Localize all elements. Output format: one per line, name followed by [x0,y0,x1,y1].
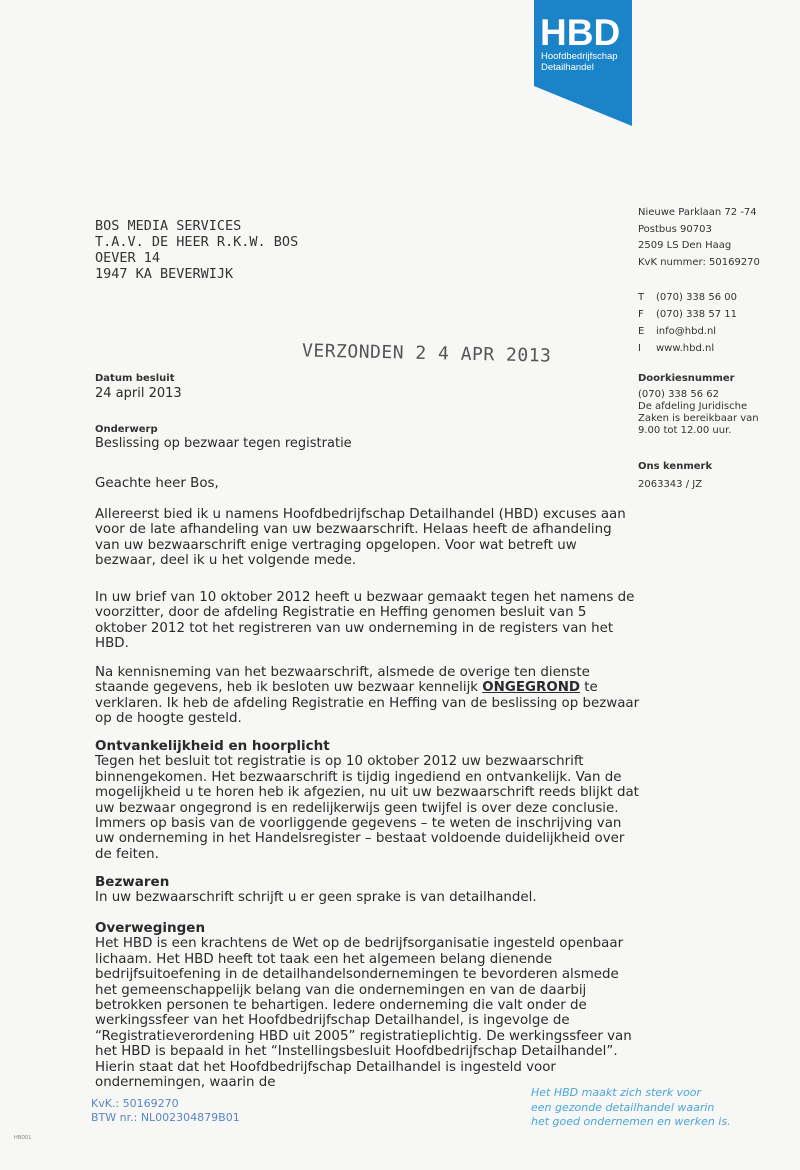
footer-kvk: KvK.: 50169270 [91,1097,179,1110]
slogan-line: Het HBD maakt zich sterk voor [531,1086,702,1099]
section-heading: Overwegingen [95,920,206,936]
recipient-line: 1947 KA BEVERWIJK [95,266,234,282]
date-label: Datum besluit [95,373,175,384]
reference-value: 2063343 / JZ [638,479,703,490]
footer-slogan [531,1086,731,1130]
paragraph-text: Het HBD is een krachtens de Wet op de bedrijfsorganisatie ingesteld openbaar lichaam. Het HBD heeft tot taak een het algemeen belang dienende bedrijfsuitoefening in de detailhandelsondernemingen te bevorderen alsmede het gemeenschappelijk belang van die ondernemingen en van de daarbij betrokken personen te behartigen. Iedere onderneming die valt onder de werkingssfeer van het Hoofdbedrijfschap Detailhandel, is ingevolge de “Registratieverordening HBD uit 2005” registratieplichtig. De werkingssfeer van het HBD is bepaald in het “Instellingsbesluit Hoofdbedrijfschap Detailhandel”. Hierin staat dat het Hoofdbedrijfschap Detailhandel is ingesteld voor ondernemingen, waarin de [95,936,632,1091]
email-row [638,323,737,340]
paragraph-text-part: te verklaren. Ik heb de afdeling Registratie en Heffing van de beslissing op bezwaar op de hoogte gesteld. [95,680,640,727]
contact-key: F [638,309,644,320]
direct-info-line: 9.00 tot 12.00 uur. [638,425,732,436]
sender-kvk: KvK nummer: 50169270 [638,256,760,268]
recipient-line: OEVER 14 [95,250,161,266]
direct-label: Doorkiesnummer [638,373,735,384]
paragraph-text: Allereerst bied ik u namens Hoofdbedrijfschap Detailhandel (HBD) excuses aan voor de late afhandeling van uw bezwaarschrift. Helaas heeft de afhandeling van uw bezwaarschrift enige vertraging opgelopen. Voor wat betreft uw bezwaar, deel ik u het volgende mede. [95,507,626,569]
web-row [638,340,737,357]
section-objections [95,875,640,906]
contact-key: E [638,326,645,337]
phone-row [638,289,737,306]
website-link[interactable]: www.hbd.nl [656,343,715,354]
sender-address-line: Postbus 90703 [638,223,712,235]
sender-contacts [638,289,737,357]
recipient-line: BOS MEDIA SERVICES [95,218,242,234]
fax-number: (070) 338 57 11 [656,309,737,320]
direct-contact [638,373,759,437]
contact-key: I [638,343,641,354]
sender-address-line: Nieuwe Parklaan 72 -74 [638,207,757,218]
logo-mark: HBD [540,12,621,53]
reference-label: Ons kenmerk [638,461,713,472]
contact-key: T [638,292,645,303]
reference [638,461,712,491]
section-heading: Ontvankelijkheid en hoorplicht [95,738,330,754]
logo-line-1: Hoofdbedrijfschap [541,51,618,62]
paragraph-text: Tegen het besluit tot registratie is op 10 oktober 2012 uw bezwaarschrift binnengekomen. Het bezwaarschrift is tijdig ingediend en ontvankelijk. Van de mogelijkheid u te horen heb ik afgezien, nu uit uw bezwaarschrift reeds blijkt dat uw bezwaar ongegrond is en redelijkerwijs geen twijfel is over deze conclusie. Immers op basis van de voorliggende gegevens – te weten de inschrijving van uw onderneming in het Handelsregister – bestaat voldoende duidelijkheid over de feiten. [95,754,639,862]
paragraph-text: In uw brief van 10 oktober 2012 heeft u bezwaar gemaakt tegen het namens de voorzitter, door de afdeling Registratie en Heffing genomen besluit van 5 oktober 2012 tot het registreren van uw onderneming in de registers van het HBD. [95,590,635,652]
section-heading: Bezwaren [95,874,170,890]
paragraph-text-part: Na kennisneming van het bezwaarschrift, alsmede de overige ten dienste staande gegevens, heb ik besloten uw bezwaar kennelijk [95,665,590,696]
direct-info-line: De afdeling Juridische [638,401,748,412]
salutation: Geachte heer Bos, [95,476,219,491]
email-address[interactable]: info@hbd.nl [656,326,717,337]
section-considerations [95,921,640,1090]
section-admissibility [95,739,640,862]
sender-address [638,205,760,271]
form-code: HBD01 [14,1135,32,1141]
hbd-logo [534,0,632,126]
subject-label: Onderwerp [95,424,158,435]
sent-stamp: VERZONDEN 2 4 APR 2013 [301,340,552,367]
direct-number: (070) 338 56 62 [638,389,719,400]
date-value: 24 april 2013 [95,386,182,401]
logo-line-2: Detailhandel [541,62,594,73]
letter-paragraph [95,665,640,727]
recipient-line: T.A.V. DE HEER R.K.W. BOS [95,234,299,250]
verdict-ungrounded: ONGEGROND [482,680,581,696]
footer-btw: BTW nr.: NL002304879B01 [91,1111,240,1124]
sender-address-line: 2509 LS Den Haag [638,240,732,251]
slogan-line: het goed ondernemen en werken is. [531,1115,731,1128]
fax-row [638,306,737,323]
letter-paragraph [95,590,640,652]
phone-number: (070) 338 56 00 [656,292,737,303]
slogan-line: een gezonde detailhandel waarin [531,1100,715,1114]
direct-info-line: Zaken is bereikbaar van [638,413,759,424]
recipient-address [95,218,298,282]
letter-paragraph [95,507,640,569]
paragraph-text [95,665,640,727]
subject-value: Beslissing op bezwaar tegen registratie [95,436,352,451]
paragraph-text: In uw bezwaarschrift schrijft u er geen sprake is van detailhandel. [95,890,537,906]
